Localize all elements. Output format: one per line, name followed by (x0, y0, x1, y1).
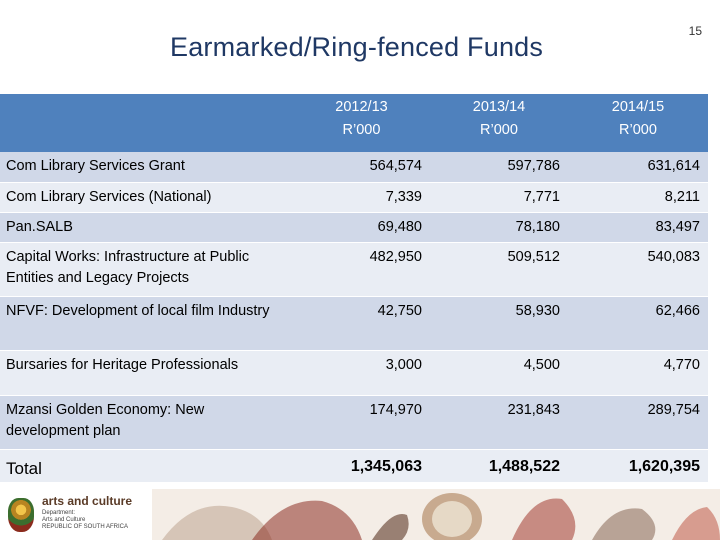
header-year-2014-15 (568, 94, 708, 152)
row-value: 482,950 (293, 242, 430, 296)
row-value: 4,500 (430, 350, 568, 395)
row-label: Com Library Services (National) (0, 182, 293, 212)
row-value: 83,497 (568, 212, 708, 242)
header-year: 2013/14 (472, 99, 526, 115)
page-number: 15 (688, 24, 702, 38)
row-value: 631,614 (568, 152, 708, 182)
coat-of-arms-icon (8, 498, 34, 532)
row-value: 174,970 (293, 395, 430, 449)
header-year: 2014/15 (611, 99, 665, 115)
logo-subtitle (42, 510, 146, 531)
decorative-banner-image (152, 489, 720, 540)
funds-table (0, 94, 708, 483)
row-value: 540,083 (568, 242, 708, 296)
header-unit: R’000 (619, 122, 657, 138)
row-value: 3,000 (293, 350, 430, 395)
header-year: 2012/13 (335, 99, 388, 115)
row-value: 564,574 (293, 152, 430, 182)
row-label: Com Library Services Grant (0, 152, 293, 182)
row-label: Bursaries for Heritage Professionals (0, 350, 293, 395)
row-value: 231,843 (430, 395, 568, 449)
table-row (0, 395, 708, 449)
total-value: 1,345,063 (293, 449, 430, 482)
table-row (0, 242, 708, 296)
row-value: 289,754 (568, 395, 708, 449)
total-value: 1,488,522 (430, 449, 568, 482)
logo-name: arts and culture (42, 494, 133, 508)
row-value: 78,180 (430, 212, 568, 242)
row-label: NFVF: Development of local film Industry (0, 296, 293, 350)
header-empty-cell (0, 94, 293, 152)
table-row (0, 152, 708, 182)
table-total-row (0, 449, 708, 482)
row-value: 7,771 (430, 182, 568, 212)
header-year-2012-13 (293, 94, 430, 152)
row-value: 69,480 (293, 212, 430, 242)
logo-sub-line: Arts and Culture (42, 517, 86, 523)
row-value: 597,786 (430, 152, 568, 182)
table-header-row (0, 94, 708, 152)
table-row (0, 350, 708, 395)
row-value: 509,512 (430, 242, 568, 296)
row-label: Pan.SALB (0, 212, 293, 242)
slide-title: Earmarked/Ring-fenced Funds (170, 32, 544, 62)
table-row (0, 296, 708, 350)
row-value: 7,339 (293, 182, 430, 212)
row-value: 4,770 (568, 350, 708, 395)
logo-sub-line: Department: (42, 510, 76, 516)
row-value: 8,211 (568, 182, 708, 212)
logo-sub-line: REPUBLIC OF SOUTH AFRICA (42, 524, 129, 530)
row-value: 62,466 (568, 296, 708, 350)
total-value: 1,620,395 (568, 449, 708, 482)
row-value: 42,750 (293, 296, 430, 350)
header-unit: R’000 (342, 122, 381, 138)
total-label: Total (0, 449, 293, 482)
table-row (0, 212, 708, 242)
table-row (0, 182, 708, 212)
row-label: Capital Works: Infrastructure at Public Entities and Legacy Projects (0, 242, 293, 296)
row-value: 58,930 (430, 296, 568, 350)
header-unit: R’000 (480, 122, 518, 138)
header-year-2013-14 (430, 94, 568, 152)
row-label: Mzansi Golden Economy: New development plan (0, 395, 293, 449)
